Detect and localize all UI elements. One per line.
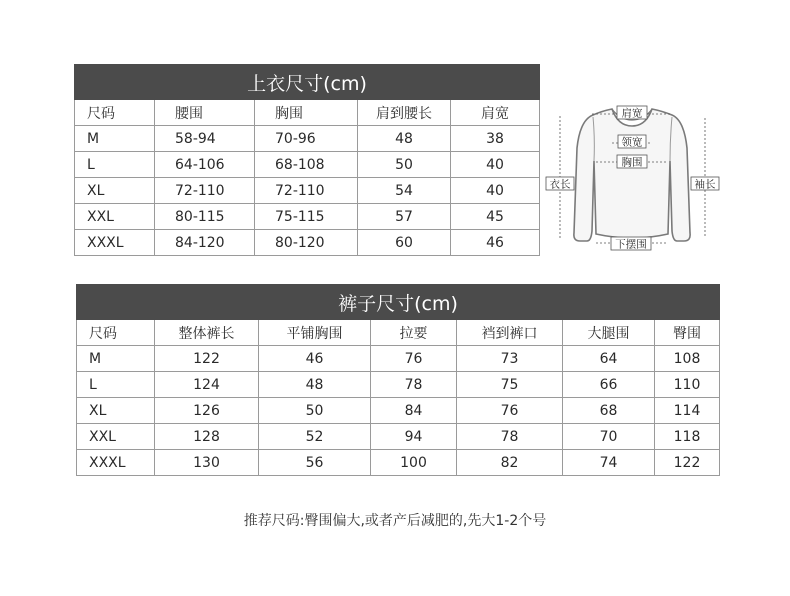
table-cell: 50 [259, 398, 371, 424]
shirt-outline [574, 109, 690, 241]
table-cell: 46 [451, 230, 540, 256]
table-cell: 80-120 [255, 230, 358, 256]
table-cell: 114 [655, 398, 720, 424]
table-row [75, 230, 540, 256]
table-cell: 124 [155, 372, 259, 398]
table-cell: XL [75, 178, 155, 204]
header-size: 尺码 [75, 100, 155, 126]
table-cell: 75-115 [255, 204, 358, 230]
header-chest: 胸围 [255, 100, 358, 126]
table-cell: 38 [451, 126, 540, 152]
table-row [77, 346, 720, 372]
table-cell: XXXL [77, 450, 155, 476]
table-row [75, 204, 540, 230]
table-cell: 68-108 [255, 152, 358, 178]
size-recommendation-note: 推荐尺码:臀围偏大,或者产后减肥的,先大1-2个号 [243, 513, 547, 529]
table-cell: 72-110 [255, 178, 358, 204]
table-cell: XXXL [75, 230, 155, 256]
table-cell: 84-120 [155, 230, 255, 256]
chest-label: 胸围 [621, 156, 643, 169]
table-cell: 74 [563, 450, 655, 476]
header-total-length: 整体裤长 [155, 320, 259, 346]
table-row [77, 450, 720, 476]
header-shoulder-to-waist: 肩到腰长 [358, 100, 451, 126]
table-cell: 110 [655, 372, 720, 398]
table-cell: 50 [358, 152, 451, 178]
table-cell: XXL [75, 204, 155, 230]
table-cell: 73 [457, 346, 563, 372]
table-cell: 54 [358, 178, 451, 204]
table-cell: 128 [155, 424, 259, 450]
top-table-title: 上衣尺寸(cm) [75, 65, 540, 100]
top-table-title-row [75, 65, 540, 100]
table-cell: 66 [563, 372, 655, 398]
table-cell: 64-106 [155, 152, 255, 178]
header-thigh: 大腿围 [563, 320, 655, 346]
table-cell: 126 [155, 398, 259, 424]
table-cell: 40 [451, 178, 540, 204]
table-cell: 57 [358, 204, 451, 230]
hem-label: 下摆围 [615, 238, 647, 251]
table-cell: M [77, 346, 155, 372]
table-cell: M [75, 126, 155, 152]
table-cell: L [75, 152, 155, 178]
shirt-measurement-diagram [540, 98, 725, 258]
table-cell: 72-110 [155, 178, 255, 204]
neck-width-label: 领宽 [621, 136, 643, 149]
table-cell: 48 [358, 126, 451, 152]
table-cell: XXL [77, 424, 155, 450]
header-shoulder-width: 肩宽 [451, 100, 540, 126]
table-cell: 48 [259, 372, 371, 398]
table-row [75, 152, 540, 178]
header-hip: 臀围 [655, 320, 720, 346]
table-row [75, 178, 540, 204]
table-cell: 70-96 [255, 126, 358, 152]
table-cell: 46 [259, 346, 371, 372]
table-cell: 84 [371, 398, 457, 424]
header-waist-stretch: 拉要 [371, 320, 457, 346]
table-cell: 82 [457, 450, 563, 476]
table-cell: 45 [451, 204, 540, 230]
table-cell: 78 [371, 372, 457, 398]
header-size: 尺码 [77, 320, 155, 346]
table-cell: 40 [451, 152, 540, 178]
table-cell: 70 [563, 424, 655, 450]
pants-table-header-row [77, 320, 720, 346]
table-cell: 75 [457, 372, 563, 398]
table-cell: 108 [655, 346, 720, 372]
table-cell: 52 [259, 424, 371, 450]
table-row [77, 398, 720, 424]
table-cell: 56 [259, 450, 371, 476]
table-cell: 64 [563, 346, 655, 372]
pants-table-title: 裤子尺寸(cm) [77, 285, 720, 320]
table-cell: 58-94 [155, 126, 255, 152]
table-cell: 60 [358, 230, 451, 256]
header-waist: 腰围 [155, 100, 255, 126]
length-label: 衣长 [549, 178, 571, 191]
sleeve-length-label: 袖长 [694, 178, 716, 191]
table-row [77, 424, 720, 450]
shoulder-width-label: 肩宽 [621, 107, 643, 120]
table-row [77, 372, 720, 398]
table-cell: 76 [457, 398, 563, 424]
table-cell: 76 [371, 346, 457, 372]
top-size-table [74, 64, 540, 256]
table-cell: L [77, 372, 155, 398]
table-cell: 122 [155, 346, 259, 372]
pants-table-title-row [77, 285, 720, 320]
table-cell: 80-115 [155, 204, 255, 230]
table-cell: 122 [655, 450, 720, 476]
table-cell: XL [77, 398, 155, 424]
table-cell: 94 [371, 424, 457, 450]
table-cell: 118 [655, 424, 720, 450]
table-row [75, 126, 540, 152]
table-cell: 78 [457, 424, 563, 450]
pants-size-table [76, 284, 720, 476]
top-table-header-row [75, 100, 540, 126]
table-cell: 68 [563, 398, 655, 424]
header-crotch-to-hem: 裆到裤口 [457, 320, 563, 346]
header-flat-chest: 平铺胸围 [259, 320, 371, 346]
table-cell: 100 [371, 450, 457, 476]
table-cell: 130 [155, 450, 259, 476]
